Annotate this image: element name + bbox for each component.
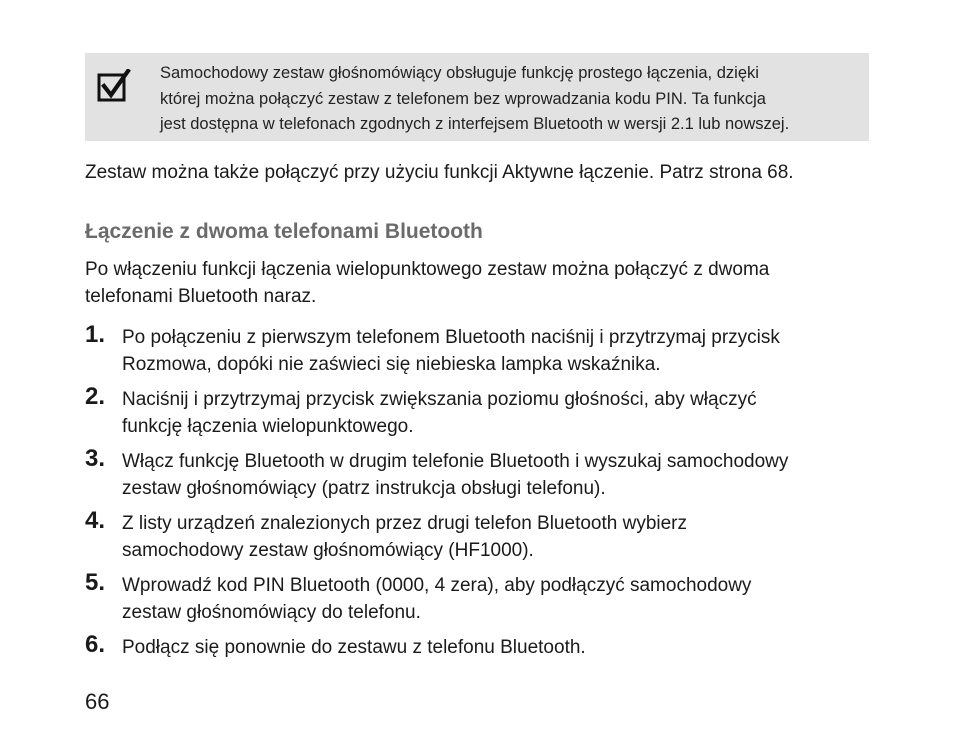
note-line: której można połączyć zestaw z telefonem bez wprowadzania kodu PIN. Ta funkcja [160,89,766,108]
step-line: funkcję łączenia wielopunktowego. [122,416,414,437]
step-item [85,321,885,378]
step-item [85,569,885,626]
note-line: Samochodowy zestaw głośnomówiący obsługuje funkcję prostego łączenia, dzięki [160,64,759,82]
step-number: 1. [85,321,106,348]
section-paragraph [85,256,875,310]
intro-paragraph: Zestaw można także połączyć przy użyciu funkcji Aktywne łączenie. Patrz strona 68. [85,162,794,183]
section-heading: Łączenie z dwoma telefonami Bluetooth [85,220,483,243]
paragraph-line: Po włączeniu funkcji łączenia wielopunktowego zestaw można połączyć z dwoma [85,259,770,280]
step-line: zestaw głośnomówiący (patrz instrukcja obsługi telefonu). [122,478,606,499]
steps-list [85,321,885,669]
step-number: 4. [85,507,106,534]
step-line: Po połączeniu z pierwszym telefonem Bluetooth naciśnij i przytrzymaj przycisk [122,327,780,348]
step-line: Podłącz się ponownie do zestawu z telefonu Bluetooth. [122,637,586,658]
step-number: 6. [85,631,106,658]
step-number: 2. [85,383,106,410]
page-number: 66 [85,689,110,714]
step-line: zestaw głośnomówiący do telefonu. [122,602,421,623]
step-item [85,507,885,564]
step-line: Rozmowa, dopóki nie zaświeci się niebieska lampka wskaźnika. [122,354,661,375]
note-text [160,61,855,138]
note-box [85,53,869,141]
step-item [85,631,885,661]
step-line: Z listy urządzeń znalezionych przez drugi telefon Bluetooth wybierz [122,513,688,534]
step-line: samochodowy zestaw głośnomówiący (HF1000). [122,540,534,561]
step-item [85,445,885,502]
step-line: Wprowadź kod PIN Bluetooth (0000, 4 zera), aby podłączyć samochodowy [122,575,752,596]
step-number: 3. [85,445,106,472]
checkbox-check-icon [97,69,131,103]
step-item [85,383,885,440]
step-line: Naciśnij i przytrzymaj przycisk zwiększania poziomu głośności, aby włączyć [122,389,757,410]
note-line: jest dostępna w telefonach zgodnych z interfejsem Bluetooth w wersji 2.1 lub nowszej. [160,115,790,133]
step-line: Włącz funkcję Bluetooth w drugim telefonie Bluetooth i wyszukaj samochodowy [122,451,789,472]
paragraph-line: telefonami Bluetooth naraz. [85,286,317,307]
step-number: 5. [85,569,106,596]
